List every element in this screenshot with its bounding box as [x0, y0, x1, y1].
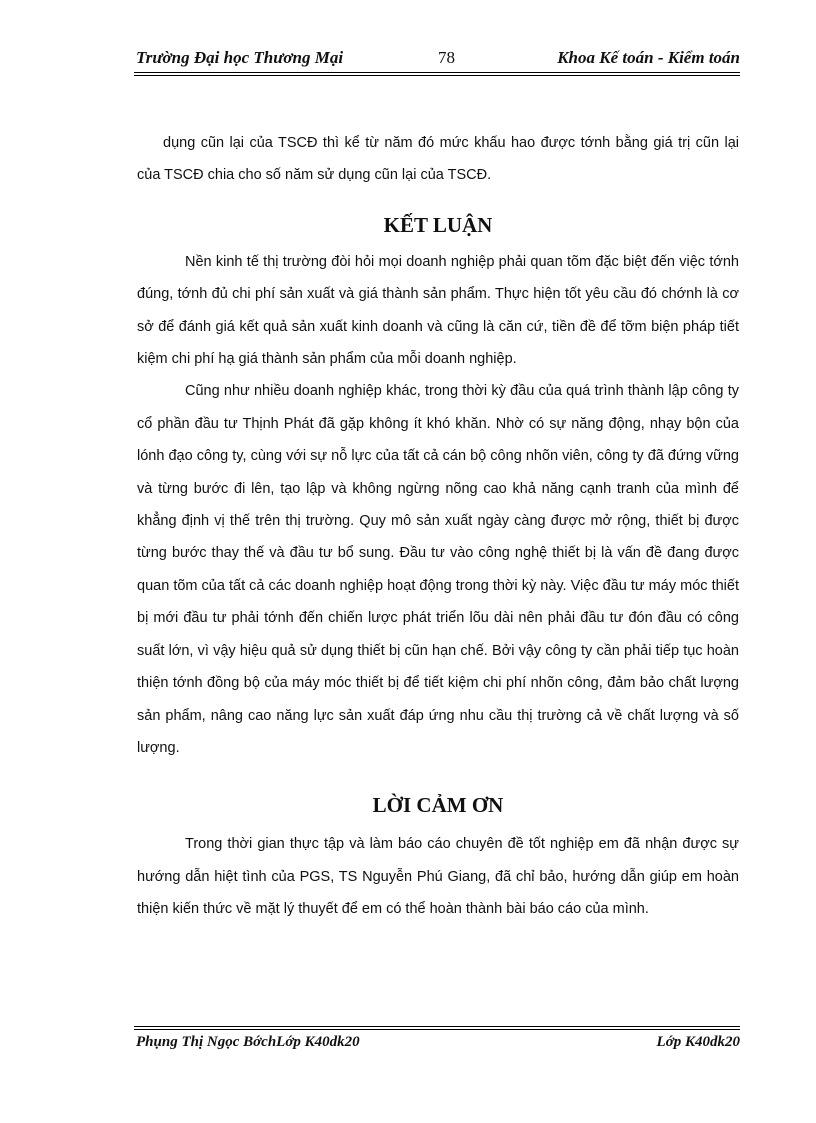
page-number: 78: [438, 48, 455, 67]
thanks-heading: LỜI CẢM ƠN: [372, 793, 504, 818]
header-rule: [134, 72, 740, 73]
header-school: Trường Đại học Thương Mại: [136, 48, 344, 67]
footer-rule-thin: [134, 1026, 740, 1027]
footer-author: Phụng Thị Ngọc BớchLớp K40dk20: [136, 1034, 360, 1050]
intro-paragraph: dụng cũn lại của TSCĐ thì kể từ năm đó mức khấu hao được tớnh bằng giá trị cũn lại của TSCĐ chia cho số năm sử dụng cũn lại của TSCĐ.: [137, 135, 739, 184]
thanks-paragraph: Trong thời gian thực tập và làm báo cáo chuyên đề tốt nghiệp em đã nhận được sự hướng dẫn hiệt tình của PGS, TS Nguyễn Phú Giang, đã chỉ bảo, hướng dẫn giúp em hoàn thiện kiến thức về mặt lý thuyết để em có thể hoàn thành bài báo cáo của mình.: [137, 836, 739, 918]
page-header: [134, 46, 740, 70]
header-faculty: Khoa Kế toán - Kiểm toán: [557, 48, 740, 67]
conclusion-paragraph-1: Nền kinh tế thị trường đòi hỏi mọi doanh nghiệp phải quan tõm đặc biệt đến việc tớnh đúng, tớnh đủ chi phí sản xuất và giá thành sản phẩm. Thực hiện tốt yêu cầu đó chớnh là cơ sở để đánh giá kết quả sản xuất kinh doanh và cũng là căn cứ, tiền đề để tỡm biện pháp tiết kiệm chi phí hạ giá thành sản phẩm của mỗi doanh nghiệp.: [137, 253, 739, 368]
footer-rule: [134, 1029, 740, 1030]
page-body: [137, 127, 739, 926]
page-footer: [134, 1032, 740, 1056]
conclusion-paragraph-2: Cũng như nhiều doanh nghiệp khác, trong thời kỳ đầu của quá trình thành lập công ty cổ phần đầu tư Thịnh Phát đã gặp không ít khó khăn. Nhờ có sự năng động, nhạy bộn của lónh đạo công ty, cùng với sự nỗ lực của tất cả cán bộ công nhõn viên, công ty đã đứng vững và từng bước đi lên, tạo lập và không ngừng nõng cao khả năng cạnh tranh của mình để khẳng định vị thế trên thị trường. Quy mô sản xuất ngày càng được mở rộng, thiết bị được từng bước thay thế và đầu tư bổ sung. Đầu tư vào công nghệ thiết bị là vấn đề đang được quan tõm của tất cả các doanh nghiệp hoạt động trong thời kỳ này. Việc đầu tư máy móc thiết bị mới đầu tư phải tớnh đến chiến lược phát triển lõu dài nên phải đầu tư đón đầu có công suất lớn, vì vậy hiệu quả sử dụng thiết bị cũn hạn chế. Bởi vậy công ty cần phải tiếp tục hoàn thiện tớnh đồng bộ của máy móc thiết bị để tiết kiệm chi phí nhõn công, đảm bảo chất lượng sản phẩm, nâng cao năng lực sản xuất đáp ứng nhu cầu thị trường cả về chất lượng và số lượng.: [137, 383, 739, 756]
conclusion-heading: KẾT LUẬN: [383, 212, 493, 237]
header-rule-thin: [134, 75, 740, 76]
footer-class: Lớp K40dk20: [656, 1034, 740, 1050]
